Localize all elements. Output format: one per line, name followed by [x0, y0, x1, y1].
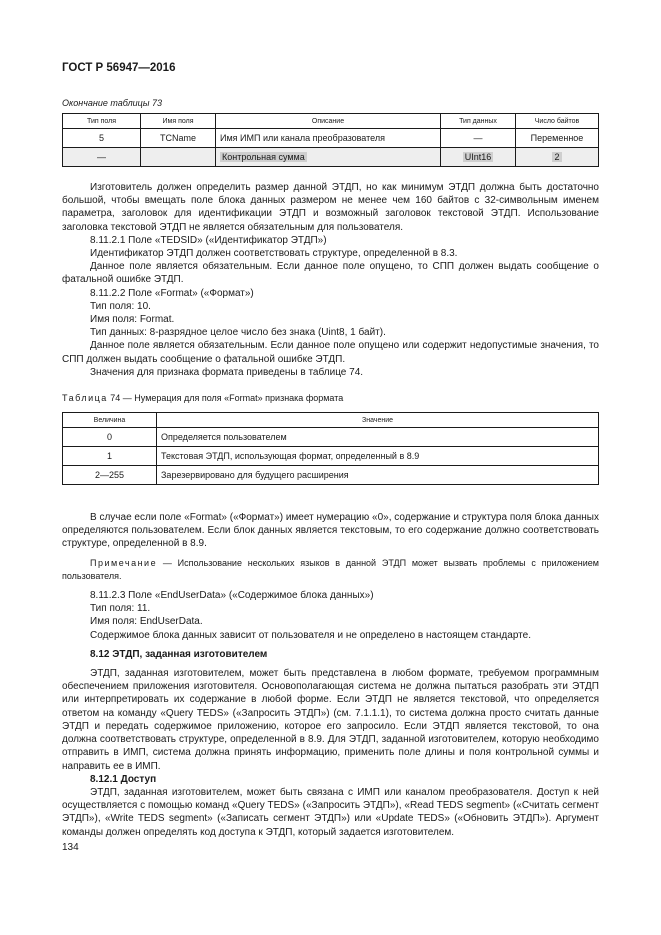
note	[62, 557, 599, 583]
note-label: Примечание	[90, 557, 158, 568]
table-cell	[441, 148, 516, 167]
table-cell	[141, 148, 216, 167]
table-cell	[216, 148, 441, 167]
table-cell: 0	[63, 428, 157, 447]
paragraph: Тип поля: 10.	[90, 300, 151, 312]
table-header-row	[63, 114, 599, 129]
section-heading: 8.11.2.2 Поле «Format» («Формат»)	[90, 287, 254, 299]
table-row	[63, 148, 599, 167]
paragraph: Тип поля: 11.	[90, 603, 151, 615]
table74-caption-text: 74 — Нумерация для поля «Format» признака формата	[107, 393, 344, 403]
table74-caption	[62, 393, 343, 403]
table-74	[62, 412, 599, 485]
paragraph: Тип данных: 8-разрядное целое число без знака (Uint8, 1 байт).	[90, 327, 386, 339]
section-heading: 8.11.2.3 Поле «EndUserData» («Содержимое блока данных»)	[90, 590, 374, 602]
paragraph: Данное поле является обязательным. Если данное поле опущено, то СПП должен выдать сообщение о фатальной ошибке ЭТДП.	[62, 261, 599, 286]
table-73	[62, 113, 599, 167]
table-cell: 2—255	[63, 466, 157, 485]
table-row	[63, 466, 599, 485]
table-header-row	[63, 413, 599, 428]
paragraph: ЭТДП, заданная изготовителем, может быть связана с ИМП или каналом преобразователя. Доступ к ней осуществляется с помощью команд «Query TEDS» («Запросить ЭТДП»), «Read TEDS segment» («Считать сегмент ЭТДП»), «Write TEDS segment» («Записать сегмент ЭТДП») или «Update TEDS» («Обновить ЭТДП»). Аргумент команды должен определять код доступа к ЭТДП, который задается изготовителем.	[62, 786, 599, 838]
column-header: Описание	[216, 114, 441, 129]
body-text	[62, 181, 599, 839]
highlighted-text: UInt16	[464, 152, 492, 162]
table74-caption-prefix: Таблица	[62, 393, 108, 403]
column-header: Величина	[63, 413, 157, 428]
table-row	[63, 447, 599, 466]
document-header: ГОСТ Р 56947—2016	[62, 62, 176, 74]
table-cell: Имя ИМП или канала преобразователя	[216, 129, 441, 148]
table-cell: —	[441, 129, 516, 148]
table-cell	[516, 148, 599, 167]
table-cell: Переменное	[516, 129, 599, 148]
table-row	[63, 428, 599, 447]
paragraph: ЭТДП, заданная изготовителем, может быть представлена в любом формате, требуемом программным обеспечением приложения изготовителя. Основополагающая система не должна пытаться разобрать эти ЭТДП или интерпретировать их содержание в любой форме. Если ЭТДП не является текстовой, что определяется ответом на команду «Query TEDS» («Запросить ЭТДП») (см. 7.1.1.1), то система должна просто считать данные ЭТДП и передать содержимое приложению, которое его запросило. Если ЭТДП является текстовой, то она должна соответствовать структуре, определенной в 8.9. Для ЭТДП, заданной изготовителем, которую необходимо отправить в ИМП, система должна принять информацию, применить поле длины и поля контрольной суммы и направить ее в ИМП.	[62, 668, 599, 772]
section-heading: 8.12 ЭТДП, заданная изготовителем	[90, 648, 268, 660]
table-cell: Определяется пользователем	[157, 428, 599, 447]
highlighted-text: 2	[554, 152, 560, 162]
column-header: Тип данных	[441, 114, 516, 129]
table-cell: TCName	[141, 129, 216, 148]
column-header: Число байтов	[516, 114, 599, 129]
table-cell: 5	[63, 129, 141, 148]
table-cell: 1	[63, 447, 157, 466]
column-header: Значение	[157, 413, 599, 428]
table-row	[63, 129, 599, 148]
highlighted-text: Контрольная сумма	[222, 152, 305, 162]
paragraph: Идентификатор ЭТДП должен соответствовать структуре, определенной в 8.3.	[90, 248, 458, 260]
paragraph: Имя поля: EndUserData.	[90, 616, 203, 628]
table-cell: —	[63, 148, 141, 167]
paragraph: Изготовитель должен определить размер данной ЭТДП, но как минимум ЭТДП должна быть достаточно большой, чтобы вмещать поле блока данных размером не менее чем 160 байтов с 32-символьным именем параметра, заголовок для идентификации ЭТДП и возможный заголовок текстовой ЭТДП. Использование заголовка текстовой ЭТДП не является обязательным для пользователя.	[62, 182, 599, 233]
column-header: Имя поля	[141, 114, 216, 129]
table-cell: Зарезервировано для будущего расширения	[157, 466, 599, 485]
paragraph: В случае если поле «Format» («Формат») имеет нумерацию «0», содержание и структура поля блока данных определяются пользователем. Если блок данных является текстовым, то его содержание должно соответствовать структуре, определенной в 8.9.	[62, 512, 599, 550]
section-heading: 8.12.1 Доступ	[90, 773, 157, 785]
paragraph: Имя поля: Format.	[90, 314, 175, 326]
table-cell: Текстовая ЭТДП, использующая формат, определенный в 8.9	[157, 447, 599, 466]
section-heading: 8.11.2.1 Поле «TEDSID» («Идентификатор ЭТДП»)	[90, 234, 327, 246]
paragraph: Значения для признака формата приведены в таблице 74.	[90, 366, 364, 378]
table73-caption: Окончание таблицы 73	[62, 98, 162, 108]
note-text: — Использование нескольких языков в данной ЭТДП может вызвать проблемы с приложением пользователя.	[62, 557, 599, 581]
page-number: 134	[62, 842, 79, 853]
column-header: Тип поля	[63, 114, 141, 129]
paragraph: Содержимое блока данных зависит от пользователя и не определено в настоящем стандарте.	[90, 629, 531, 641]
paragraph: Данное поле является обязательным. Если данное поле опущено или содержит недопустимые значения, то СПП должен выдать сообщение о фатальной ошибке ЭТДП.	[62, 340, 599, 365]
